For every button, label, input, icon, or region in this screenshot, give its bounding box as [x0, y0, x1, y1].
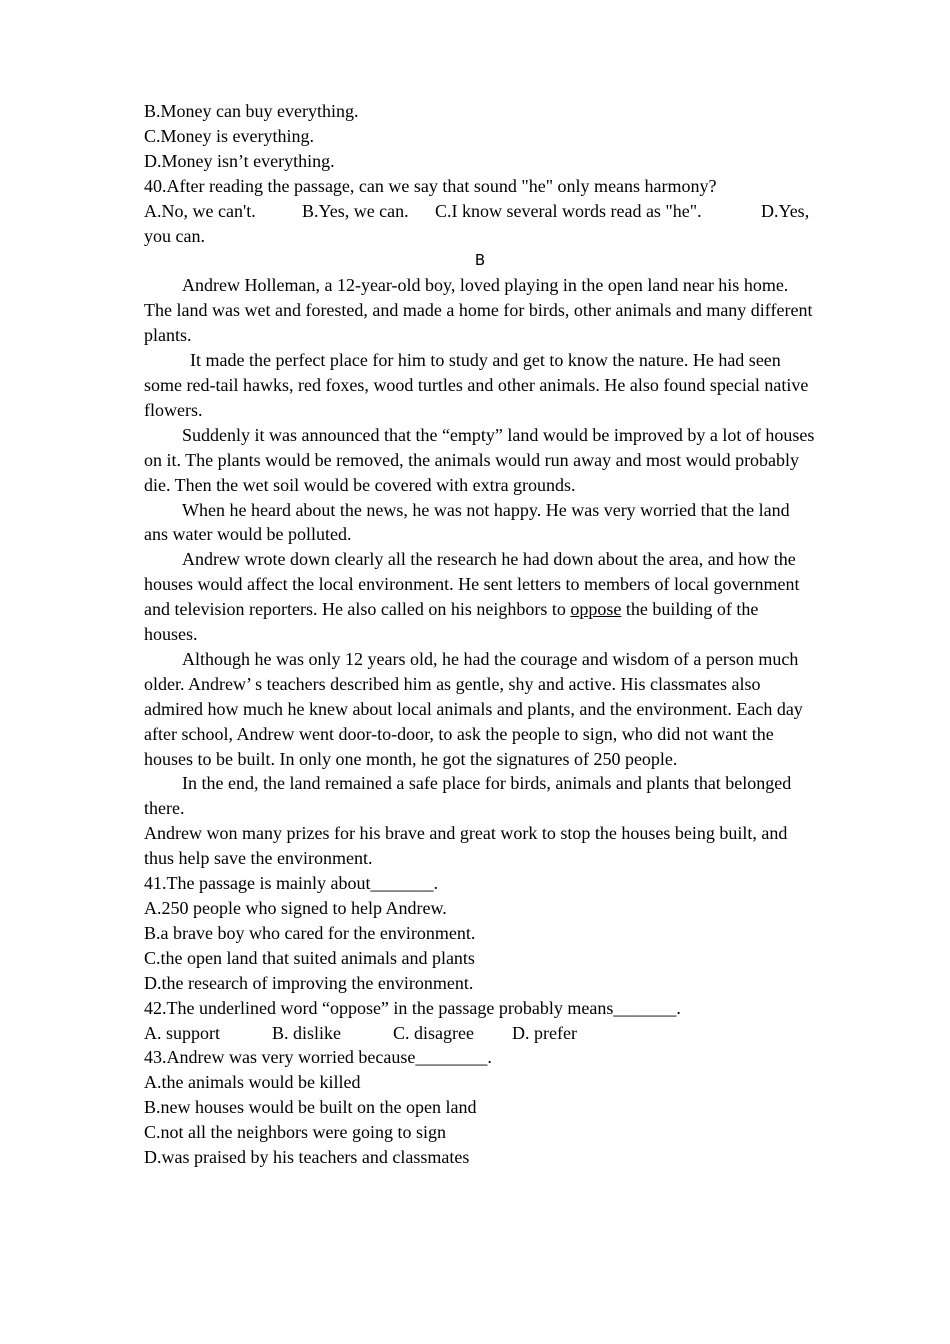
underlined-word-oppose: oppose [570, 599, 622, 620]
q42-option-b: B. dislike [272, 1022, 342, 1043]
q41-option-a: A.250 people who signed to help Andrew. [144, 898, 447, 918]
passage-paragraph-7: In the end, the land remained a safe place for birds, animals and plants that belonged there. [144, 773, 792, 819]
paragraph-5-text-before: Andrew wrote down clearly all the research he had down about the area, and how the houses would affect the local environment. He sent letters to members of local government and television reporters. He also called on his neighbors to [144, 549, 800, 620]
q40-option-b: B.Yes, we can. [302, 200, 409, 221]
q41-option-c: C.the open land that suited animals and plants [144, 947, 475, 968]
q42-stem: 42.The underlined word “oppose” in the passage probably means_______. [144, 997, 681, 1018]
q40-option-a: A.No, we can't. [144, 200, 256, 221]
q43-option-c: C.not all the neighbors were going to sign [144, 1122, 446, 1143]
prev-option-d: D.Money isn’t everything. [144, 150, 335, 171]
q43-option-a: A.the animals would be killed [144, 1072, 361, 1093]
passage-paragraph-4: When he heard about the news, he was not happy. He was very worried that the land ans water would be polluted. [144, 499, 790, 545]
passage-paragraph-1: Andrew Holleman, a 12-year-old boy, loved playing in the open land near his home. The land was wet and forested, and made a home for birds, other animals and many different plants. [144, 275, 813, 346]
prev-option-c: C.Money is everything. [144, 125, 314, 146]
q43-option-b: B.new houses would be built on the open land [144, 1097, 477, 1118]
q40-option-c: C.I know several words read as "he". [435, 200, 702, 221]
passage-paragraph-6: Although he was only 12 years old, he had the courage and wisdom of a person much older. Andrew’ s teachers described him as gentle, shy and active. His classmates also admired how much he knew about local animals and plants, and the environment. Each day after school, Andrew went door-to-door, to ask the people to sign, who did not want the houses to be built. In only one month, he got the signatures of 250 people. [144, 648, 803, 769]
q40-options-row [144, 199, 816, 224]
q41-stem: 41.The passage is mainly about_______. [144, 873, 438, 894]
q40-option-d-part1: D.Yes, [761, 200, 810, 221]
q43-stem: 43.Andrew was very worried because________. [144, 1047, 492, 1068]
q41-option-b: B.a brave boy who cared for the environment. [144, 922, 476, 943]
q42-option-a: A. support [144, 1022, 220, 1043]
q40-stem: 40.After reading the passage, can we say that sound "he" only means harmony? [144, 175, 717, 196]
passage-paragraph-3: Suddenly it was announced that the “empty” land would be improved by a lot of houses on it. The plants would be removed, the animals would run away and most would probably die. Then the wet soil would be covered with extra grounds. [144, 424, 815, 495]
q42-options-row [144, 1021, 816, 1046]
document-page [144, 99, 816, 1170]
passage-paragraph-5 [144, 547, 816, 647]
prev-option-b: B.Money can buy everything. [144, 101, 359, 121]
q42-option-d: D. prefer [512, 1022, 577, 1043]
section-title: B [474, 251, 486, 270]
passage-paragraph-8: Andrew won many prizes for his brave and great work to stop the houses being built, and thus help save the environment. [144, 823, 788, 869]
q42-option-c: C. disagree [393, 1022, 474, 1043]
paragraph-5-text-after: the building of the houses. [144, 599, 759, 645]
q43-option-d: D.was praised by his teachers and classmates [144, 1147, 470, 1168]
q40-option-d-part2: you can. [144, 225, 205, 246]
passage-paragraph-2: It made the perfect place for him to study and get to know the nature. He had seen some red-tail hawks, red foxes, wood turtles and other animals. He also found special native flowers. [144, 350, 809, 420]
q41-option-d: D.the research of improving the environment. [144, 972, 474, 993]
